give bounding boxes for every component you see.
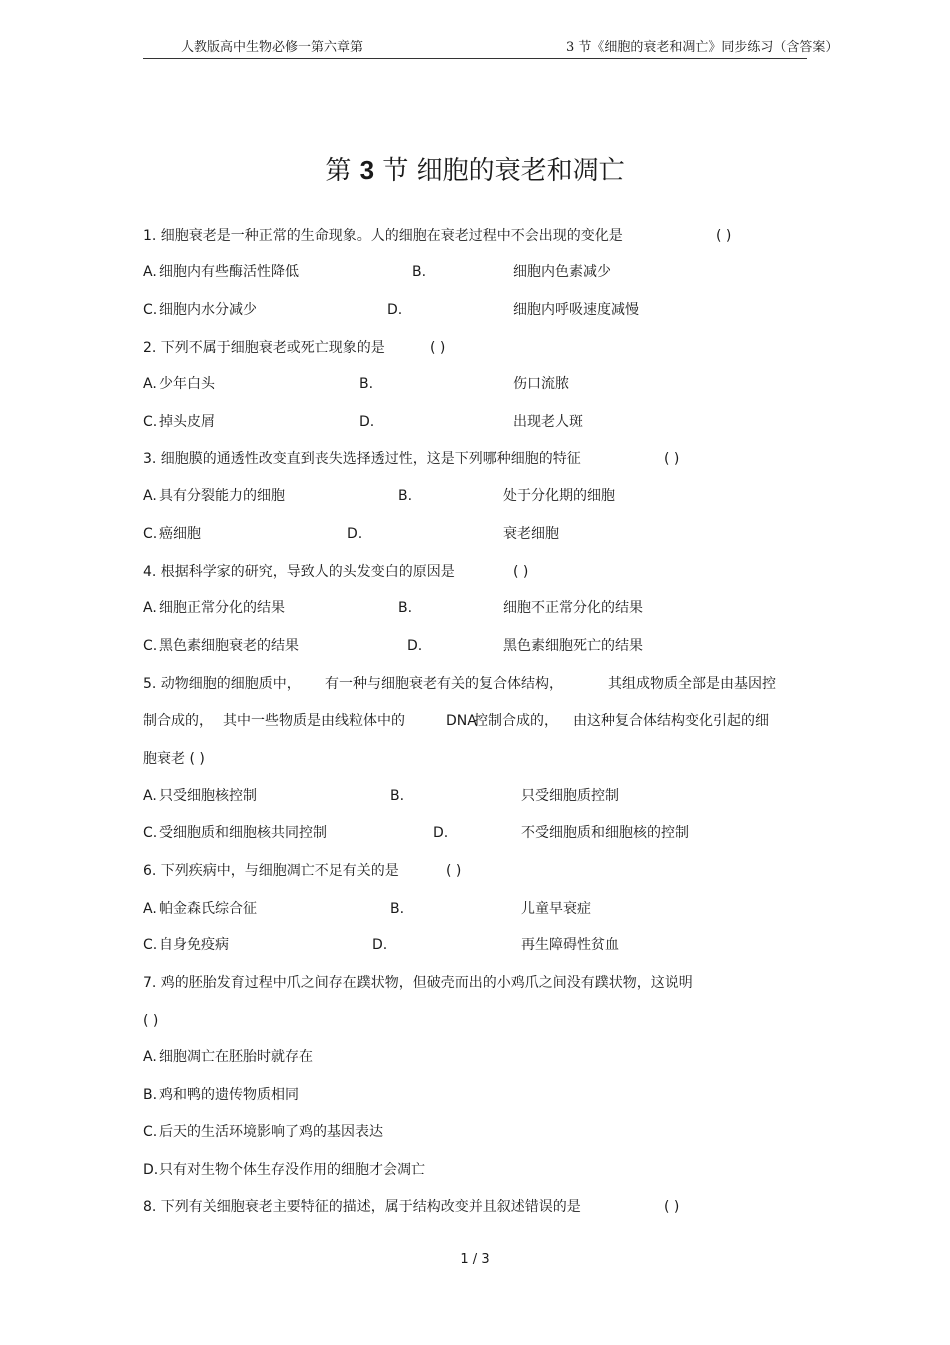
option-letter: D. [359,414,375,430]
question-7-paren: ( ) [143,1013,159,1029]
option-letter: B. [390,788,405,804]
option-text: 细胞内色素减少 [513,264,611,280]
option-text: 自身免疫病 [159,937,229,953]
option-text: 再生障碍性贫血 [521,937,619,953]
option-letter: D. [433,825,449,841]
question-3-paren: ( ) [664,451,680,467]
option-text: 后天的生活环境影响了鸡的基因表达 [159,1124,383,1140]
option-letter: C. [143,825,158,841]
question-7-stem: 7. 鸡的胚胎发育过程中爪之间存在蹼状物，但破壳而出的小鸡爪之间没有蹼状物，这说明 [143,975,693,991]
question-8-paren: ( ) [664,1199,680,1215]
question-2-paren: ( ) [430,340,446,356]
option-text: 只受细胞核控制 [159,788,257,804]
option-letter: C. [143,526,158,542]
question-5-stem-part: 5. 动物细胞的细胞质中， [143,676,301,692]
page-number: 1 / 3 [460,1252,490,1267]
header-rule [143,58,807,59]
question-5-stem-part: 其组成物质全部是由基因控 [608,676,776,692]
question-5-stem-part: 胞衰老 ( ) [143,751,205,767]
option-letter: C. [143,937,158,953]
option-letter: A. [143,901,157,917]
question-4-paren: ( ) [513,564,529,580]
option-letter: A. [143,788,157,804]
option-letter: D. [143,1162,159,1178]
page-header [143,36,839,56]
option-letter: D. [387,302,403,318]
option-text: 细胞内水分减少 [159,302,257,318]
option-text: 细胞凋亡在胚胎时就存在 [159,1049,313,1065]
option-text: 只受细胞质控制 [521,788,619,804]
option-text: 细胞内有些酶活性降低 [159,264,299,280]
option-text: 细胞内呼吸速度减慢 [513,302,639,318]
option-letter: B. [143,1087,158,1103]
question-3-stem: 3. 细胞膜的通透性改变直到丧失选择透过性，这是下列哪种细胞的特征 [143,451,581,467]
option-text: 受细胞质和细胞核共同控制 [159,825,327,841]
question-4-stem: 4. 根据科学家的研究，导致人的头发变白的原因是 [143,564,455,580]
option-letter: A. [143,376,157,392]
question-5-stem-part: 由这种复合体结构变化引起的细 [573,713,769,729]
option-letter: C. [143,302,158,318]
option-letter: A. [143,488,157,504]
option-letter: C. [143,638,158,654]
option-letter: A. [143,1049,157,1065]
question-5-stem-part: 其中一些物质是由线粒体中的 [223,713,405,729]
option-letter: D. [372,937,388,953]
option-text: 不受细胞质和细胞核的控制 [521,825,689,841]
question-5-stem-part: 控制合成的， [474,713,558,729]
option-text: 少年白头 [159,376,215,392]
option-text: 儿童早衰症 [521,901,591,917]
option-text: 鸡和鸭的遗传物质相同 [159,1087,299,1103]
option-letter: B. [359,376,374,392]
option-text: 伤口流脓 [513,376,569,392]
option-letter: B. [412,264,427,280]
option-text: 处于分化期的细胞 [503,488,615,504]
option-text: 衰老细胞 [503,526,559,542]
title-suffix: 节 细胞的衰老和凋亡 [382,156,625,186]
question-1-stem: 1. 细胞衰老是一种正常的生命现象。人的细胞在衰老过程中不会出现的变化是 [143,228,623,244]
option-letter: B. [398,488,413,504]
option-text: 癌细胞 [159,526,201,542]
option-letter: C. [143,1124,158,1140]
option-text: 黑色素细胞死亡的结果 [503,638,643,654]
option-text: 只有对生物个体生存没作用的细胞才会凋亡 [159,1162,425,1178]
option-text: 黑色素细胞衰老的结果 [159,638,299,654]
page-title [0,150,950,187]
question-6-stem: 6. 下列疾病中，与细胞凋亡不足有关的是 [143,863,399,879]
option-letter: D. [347,526,363,542]
option-letter: C. [143,414,158,430]
title-prefix: 第 [325,156,352,186]
option-text: 掉头皮屑 [159,414,215,430]
question-6-paren: ( ) [446,863,462,879]
question-1-paren: ( ) [716,228,732,244]
option-text: 帕金森氏综合征 [159,901,257,917]
question-2-stem: 2. 下列不属于细胞衰老或死亡现象的是 [143,340,385,356]
header-right-text: 3 节《细胞的衰老和凋亡》同步练习（含答案） [566,40,839,55]
option-letter: A. [143,600,157,616]
question-5-stem-part: 有一种与细胞衰老有关的复合体结构， [325,676,563,692]
option-text: 具有分裂能力的细胞 [159,488,285,504]
title-number: 3 [359,155,375,185]
option-letter: D. [407,638,423,654]
option-letter: A. [143,264,157,280]
question-5-stem-part: 制合成的， [143,713,213,729]
option-text: 细胞不正常分化的结果 [503,600,643,616]
header-left-text: 人教版高中生物必修一第六章第 [181,40,364,55]
option-letter: B. [398,600,413,616]
option-text: 细胞正常分化的结果 [159,600,285,616]
question-5-stem-part: DNA [446,713,477,729]
question-8-stem: 8. 下列有关细胞衰老主要特征的描述，属于结构改变并且叙述错误的是 [143,1199,581,1215]
option-letter: B. [390,901,405,917]
option-text: 出现老人斑 [513,414,583,430]
